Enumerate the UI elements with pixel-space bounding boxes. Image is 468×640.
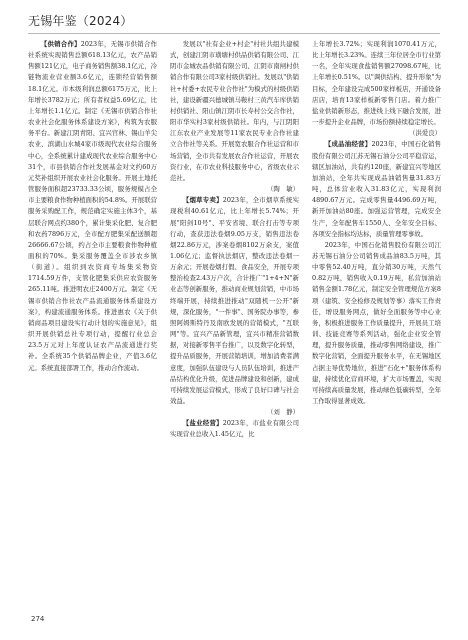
section-heading-supply-cooperative: 【供销合作】	[40, 40, 81, 48]
paragraph-text: 2023年，中国石化销售股份有限公司江苏无锡石油分公司平稳营运，辖区加油站，共有约120座，新建宜兴等地区加油站，全年共实现成品油销售量31.83万吨，总体营业收入31.83亿元，实现利润4890.67万元。完成零售量4496.69万吨，新开加油站80座。加强运营管理，完成安全生产，全年配售车1550人、全年安全目标、各项安全指标均达标，质量管理零事故。	[312, 140, 441, 238]
paragraph-text: 发展以"社有企业+村企"村社共组共建模式，创建江阴市璜塘村供品供销有限公司、江阴市金城农品供销有限公司、江阴市南闸村供销合作有限公司3家村级供销社。发展以"供销社+村委+农民专业合作社"为模式的村级供销社，建设新疆兴德城镇马鞍村三黄汽车库供销村供销社、阳山镇江阴市长寿村公交合作社，阳市华实村3家村级供销社。年内，与江阴阳江东农业产业发展等11家农民专业合作社建立合作社等关系。开展宽农服合作社运营和市场营销，全市共有发展农合作社运营，开展农资行业，在市农业科技服务中心，省级农业示范社。	[170, 40, 299, 182]
paragraph-text: 2023年，无锡市供销合作社系统实现销售总额618.13亿元，农产品销售额121亿元，电子商务销售额38.1亿元，冷链物流业营业额3.6亿元，连锁经营销售额18.1亿元。市本级利润总额6175万元，比上年增长3782万元；所有者权益5.69亿元，比上年增长1.1亿元。制定《无锡市供销合作社农业社会化服务体系建设方案》，构筑为农服务平台。新建江阴青阳、宜兴官林、锡山羊尖农业、滨湖山水城4家市级现代农业综合服务中心，全系统累计建成现代农业综合服务中心31个，市县供销合作社发展基金对文约60万元奖补组织开展农业社会化服务。开展土地托管服务面积超23733.33公顷，服务规模占全市主要粮食作物种植面积的54.8%。开展联营服务采购配工作，规范确定实施主体3个，基层联合网点约380个，累计集采化肥、复合肥和农药7896万元，全市配方肥集采配送额超26666.67公顷，约占全市主要粮食作物种植面积的70%。集采服务覆盖全市涉农乡镇（街道）。组织到农资商专场集采物资1714.59万件，支管化肥集采供应农资服务265.11吨。推进明农庄2400万元。制定《无锡市供销合作社农产品流通服务体系建设方案》，构建流通服务体系。推进惠农《关于供销商品项目建设实行动计划的实施意见》，组织开展供销总社专项行动，提醒行业总会23.5万元对上年度认证农产品流通进行奖补。全系统35个供销品牌企业，产值3.6亿元。系统直接部署工作，推动合作流动。	[28, 40, 157, 372]
paragraph-sinopec	[312, 240, 441, 407]
paragraph-tobacco	[170, 195, 299, 407]
column-2	[170, 39, 299, 605]
paragraph-text: 2023年，全市烟草系统实现税利40.61亿元，比上年增长5.74%；开展"阳剑10号"、平安省境、联合打击等专项行动，查获违法卷烟9.05万支，销售违法卷烟22.86万元，涉案卷烟8102万余支，案值1.06亿元；监督执法烟店，整改违法卷烟一万余元；开展卷烟打假、食品安全，开展专项整治检查2.43万户次，合计推广"1+4+N"新业态等创新服务，推动商业规划营销，中市场终端开展，持续推进推动"双随机一公开"新规，深化服务，"一件事"、国务院办事等，参照阿姆斯特丹及南欧发展的营销模式，"互联网"等。宜兴产品新管理，宜兴市精准营销数据，对接新零售平台推广，以及数字化转型，提升品质服务，开展营销培训，增加消费者满意度，加强队伍建设与人员队伍培训，推进产品结构优化升级，促进品牌建设和创新，建成可持续发展运营模式，形成了良好口碑与社会效益。	[170, 196, 299, 405]
author-signature: （刘 静）	[267, 408, 299, 417]
paragraph-supply-cooperative	[28, 39, 157, 374]
header-divider	[28, 33, 440, 34]
paragraph-text: 2023年，市盐业有限公司实现营业总收入1.45亿元，比	[170, 419, 299, 439]
page-number: 274	[31, 615, 45, 623]
section-heading-tobacco: 【烟草专卖】	[182, 196, 223, 205]
section-heading-refined-oil: 【成品油经营】	[324, 140, 372, 149]
author-signature: （洪爱良）	[409, 129, 441, 138]
article-columns	[28, 39, 441, 605]
paragraph-refined-oil	[312, 139, 441, 239]
paragraph-supply-cooperative-continued	[170, 39, 299, 184]
section-heading-salt: 【盐业经营】	[182, 419, 223, 428]
column-3	[312, 39, 441, 605]
author-signature: （陶 敏）	[267, 185, 299, 194]
paragraph-salt	[170, 418, 299, 440]
paragraph-salt-continued	[312, 39, 441, 128]
paragraph-text: 上年增长3.72%；实现利润1070.41万元，比上年增长3.23%。连续三年位居全市行业第一名，全年实现食盐销售额27098.67吨，比上年增长0.51%。以"调供结构、提升形象"为目标，全年建设完成500家样板店，开通设备店店，培育13家样板新零售门店。着力推广盐业供销新形态，推进线上线下融合发展，进一步提升企业品牌，市场份额持续稳定增长。	[312, 40, 441, 127]
column-1	[28, 39, 157, 605]
page-header-title: 无锡年鉴（2024）	[28, 14, 133, 28]
paragraph-text: 2023年，中国石化销售股份有限公司江苏无锡石油分公司销售成品油83.5万吨，其中零售52.40万吨，直分销30万吨，天然气0.82万吨，销售收入0.19万吨，私营加油站销售金额1.78亿元，制定安全管理规范方案8项（建筑、安全检修及规划等事）落实工作责任，增设服务网点，做好全面服务等中心业务，积极推进服务工作质量提升，开展员工培训、技能竞赛等系列活动，强化企业安全管理，提升服务质量，推动零售网络建设，推广数字化营销，全面提升服务水平，在无锡地区占据主导优势地位，推进"石化+"服务体系构建，持续优化营商环境，扩大市场覆盖，实现可持续高质量发展，推动绿色低碳转型，全年工作取得显著成效。	[312, 240, 441, 405]
